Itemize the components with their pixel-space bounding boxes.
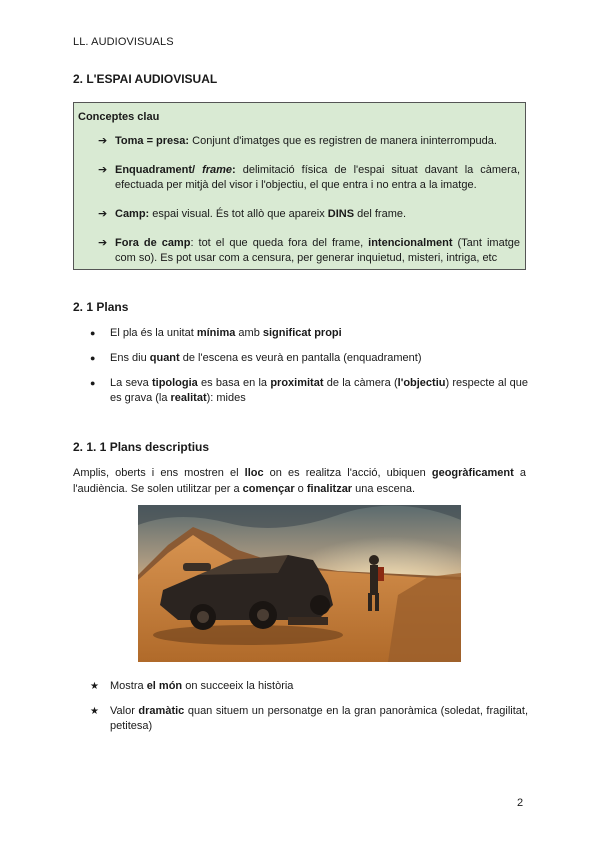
bold-text: quant <box>149 352 180 364</box>
text: on es realitza l'acció, ubiquen <box>263 467 432 479</box>
key-concepts-box <box>73 102 526 270</box>
desert-car-photo <box>138 505 461 662</box>
text: El pla és la unitat <box>110 327 197 339</box>
bullet-icon: ● <box>90 328 96 338</box>
text: on succeeix la història <box>182 680 294 692</box>
concept-strong: DINS <box>327 208 355 220</box>
text: ): mides <box>206 392 246 404</box>
bold-text: començar <box>242 483 295 495</box>
concept-item <box>98 163 520 193</box>
arrow-icon: ➔ <box>98 164 108 176</box>
text: Amplis, oberts i ens mostren el <box>73 467 245 479</box>
concept-text: delimitació física de l'espai situat davant la càmera, efectuada per mitjà del visor i l'objectiu, el que entra i no entra a la imatge. <box>115 164 520 191</box>
concept-strong: intencionalment <box>368 237 453 249</box>
concept-term-italic: frame <box>202 164 233 176</box>
text: Ens diu <box>110 352 150 364</box>
concept-term: Fora de camp <box>115 237 191 249</box>
bullet-icon: ● <box>90 378 96 388</box>
bullet-icon: ● <box>90 353 96 363</box>
bold-text: proximitat <box>270 377 324 389</box>
concept-item <box>98 134 520 149</box>
bold-text: l'objectiu <box>397 377 446 389</box>
text: amb <box>235 327 263 339</box>
concept-term: Camp: <box>115 208 150 220</box>
body-paragraph <box>73 465 526 497</box>
concept-item <box>98 236 520 266</box>
points-list <box>73 679 528 732</box>
text: de la càmera ( <box>323 377 398 389</box>
subsection-title: 2. 1 Plans <box>73 300 129 314</box>
list-item <box>73 704 528 734</box>
concept-item <box>98 207 520 222</box>
section-title: 2. L'ESPAI AUDIOVISUAL <box>73 72 218 86</box>
text: Mostra <box>110 680 147 692</box>
text: o <box>294 483 307 495</box>
bold-text: lloc <box>244 467 264 479</box>
text: quan situem un personatge en la gran panoràmica (soledat, fragilitat, petitesa) <box>110 705 528 732</box>
running-header: LL. AUDIOVISUALS <box>73 36 174 48</box>
arrow-icon: ➔ <box>98 208 108 220</box>
text: Valor <box>110 705 139 717</box>
bold-text: finalitzar <box>306 483 353 495</box>
text: una escena. <box>352 483 416 495</box>
key-concepts-title: Conceptes clau <box>78 111 160 123</box>
star-bullet-icon: ★ <box>90 681 99 692</box>
concept-text: : tot el que queda fora del frame, <box>190 237 369 249</box>
concept-term-colon: : <box>232 164 236 176</box>
list-item <box>73 376 528 406</box>
bold-text: tipologia <box>151 377 198 389</box>
concept-text: espai visual. És tot allò que apareix <box>149 208 328 220</box>
concept-term: Enquadrament/ <box>115 164 196 176</box>
text: es basa en la <box>197 377 271 389</box>
concept-text: Conjunt d'imatges que es registren de manera ininterrompuda. <box>189 135 497 147</box>
bold-text: significat propi <box>262 327 342 339</box>
list-item <box>73 679 528 694</box>
concept-text: (Tant imatge com so). Es pot usar com a censura, per generar inquietud, misteri, intriga, etc <box>115 237 520 264</box>
star-bullet-icon: ★ <box>90 706 99 717</box>
arrow-icon: ➔ <box>98 237 108 249</box>
arrow-icon: ➔ <box>98 135 108 147</box>
concept-term: Toma = presa: <box>115 135 190 147</box>
list-item <box>73 351 528 366</box>
bold-text: realitat <box>170 392 207 404</box>
bold-text: mínima <box>196 327 236 339</box>
bold-text: dramàtic <box>138 705 185 717</box>
text: La seva <box>110 377 152 389</box>
text: a l'audiència. Se solen utilitzar per a <box>73 467 526 495</box>
bold-text: el món <box>146 680 183 692</box>
list-item <box>73 326 528 341</box>
text: ) respecte al que es grava (la <box>110 377 528 404</box>
concept-text: del frame. <box>354 208 407 220</box>
plans-list <box>73 326 528 416</box>
page-number: 2 <box>517 797 524 809</box>
subsubsection-title: 2. 1. 1 Plans descriptius <box>73 440 210 454</box>
text: de l'escena es veurà en pantalla (enquadrament) <box>179 352 422 364</box>
bold-text: geogràficament <box>431 467 514 479</box>
